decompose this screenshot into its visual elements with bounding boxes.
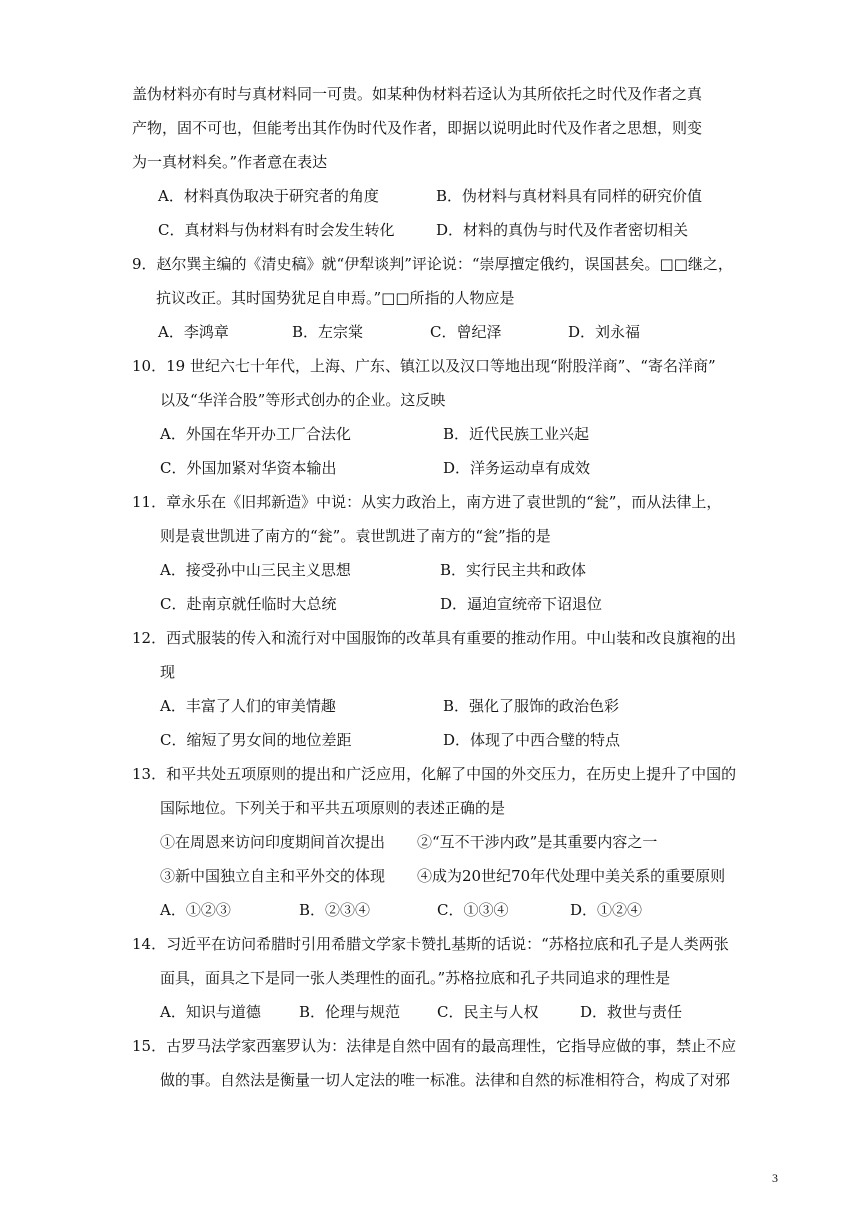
q9-option-b: B．左宗棠 [292, 323, 364, 341]
q10-option-c: C．外国加紧对华资本输出 [160, 459, 337, 477]
q11-option-b: B．实行民主共和政体 [440, 561, 587, 579]
q13-item-2: ②“互不干涉内政”是其重要内容之一 [417, 833, 658, 851]
q11-line-1: 11．章永乐在《旧邦新造》中说：从实力政治上，南方进了袁世凯的“瓮”，而从法律上， [132, 493, 722, 511]
q8-line-3: 为一真材料矣。”作者意在表达 [132, 153, 328, 171]
q9-line-2: 抗议改正。其时国势犹足自申焉。”□□所指的人物应是 [156, 289, 515, 307]
q13-item-1: ①在周恩来访问印度期间首次提出 [160, 833, 386, 851]
q12-option-d: D．体现了中西合璧的特点 [443, 731, 621, 749]
q10-line-1: 10．19 世纪六七十年代，上海、广东、镇江以及汉口等地出现“附股洋商”、“寄名洋商” [132, 357, 716, 375]
q8-option-a: A．材料真伪取决于研究者的角度 [158, 187, 379, 205]
q13-line-2: 国际地位。下列关于和平共五项原则的表述正确的是 [160, 799, 506, 817]
q14-option-c: C．民主与人权 [437, 1003, 539, 1021]
q13-item-3: ③新中国独立自主和平外交的体现 [160, 867, 386, 885]
q13-option-a: A．①②③ [160, 901, 231, 919]
q12-line-2: 现 [160, 663, 176, 681]
q9-option-d: D．刘永福 [568, 323, 641, 341]
q13-item-4: ④成为20世纪70年代处理中美关系的重要原则 [417, 867, 726, 885]
q10-option-d: D．洋务运动卓有成效 [443, 459, 591, 477]
q9-option-a: A．李鸿章 [158, 323, 229, 341]
q8-option-c: C．真材料与伪材料有时会发生转化 [158, 221, 395, 239]
q14-line-1: 14．习近平在访问希腊时引用希腊文学家卡赞扎基斯的话说：“苏格拉底和孔子是人类两张 [132, 935, 729, 953]
q11-line-2: 则是袁世凯进了南方的“瓮”。袁世凯进了南方的“瓮”指的是 [160, 527, 551, 545]
q8-line-1: 盖伪材料亦有时与真材料同一可贵。如某种伪材料若迳认为其所依托之时代及作者之真 [132, 85, 703, 103]
q10-line-2: 以及“华洋合股”等形式创办的企业。这反映 [160, 391, 446, 409]
q10-option-b: B．近代民族工业兴起 [443, 425, 590, 443]
q13-option-d: D．①②④ [570, 901, 643, 919]
q12-option-c: C．缩短了男女间的地位差距 [160, 731, 352, 749]
q11-option-d: D．逼迫宣统帝下诏退位 [440, 595, 603, 613]
q12-option-b: B．强化了服饰的政治色彩 [443, 697, 620, 715]
q9-option-c: C．曾纪泽 [430, 323, 502, 341]
q10-option-a: A．外国在华开办工厂合法化 [160, 425, 351, 443]
q12-option-a: A．丰富了人们的审美情趣 [160, 697, 336, 715]
q15-line-2: 做的事。自然法是衡量一切人定法的唯一标准。法律和自然的标准相符合，构成了对邪 [160, 1071, 731, 1089]
q13-option-b: B．②③④ [299, 901, 371, 919]
q8-line-2: 产物，固不可也，但能考出其作伪时代及作者，即据以说明此时代及作者之思想，则变 [132, 119, 703, 137]
q13-option-c: C．①③④ [437, 901, 509, 919]
q14-option-b: B．伦理与规范 [299, 1003, 401, 1021]
q14-line-2: 面具，面具之下是同一张人类理性的面孔。”苏格拉底和孔子共同追求的理性是 [160, 969, 671, 987]
q13-line-1: 13．和平共处五项原则的提出和广泛应用，化解了中国的外交压力，在历史上提升了中国的 [132, 765, 737, 783]
q14-option-a: A．知识与道德 [160, 1003, 261, 1021]
q8-option-b: B．伪材料与真材料具有同样的研究价值 [436, 187, 703, 205]
q12-line-1: 12．西式服装的传入和流行对中国服饰的改革具有重要的推动作用。中山装和改良旗袍的出 [132, 629, 737, 647]
q9-line-1: 9．赵尔巽主编的《清史稿》就“伊犁谈判”评论说：“崇厚擅定俄约，误国甚矣。□□继之， [132, 255, 733, 273]
q11-option-c: C．赴南京就任临时大总统 [160, 595, 337, 613]
q8-option-d: D．材料的真伪与时代及作者密切相关 [436, 221, 689, 239]
q11-option-a: A．接受孙中山三民主义思想 [160, 561, 351, 579]
q15-line-1: 15．古罗马法学家西塞罗认为：法律是自然中固有的最高理性，它指导应做的事，禁止不应 [132, 1037, 737, 1055]
page-number: 3 [772, 1171, 778, 1185]
q14-option-d: D．救世与责任 [580, 1003, 683, 1021]
